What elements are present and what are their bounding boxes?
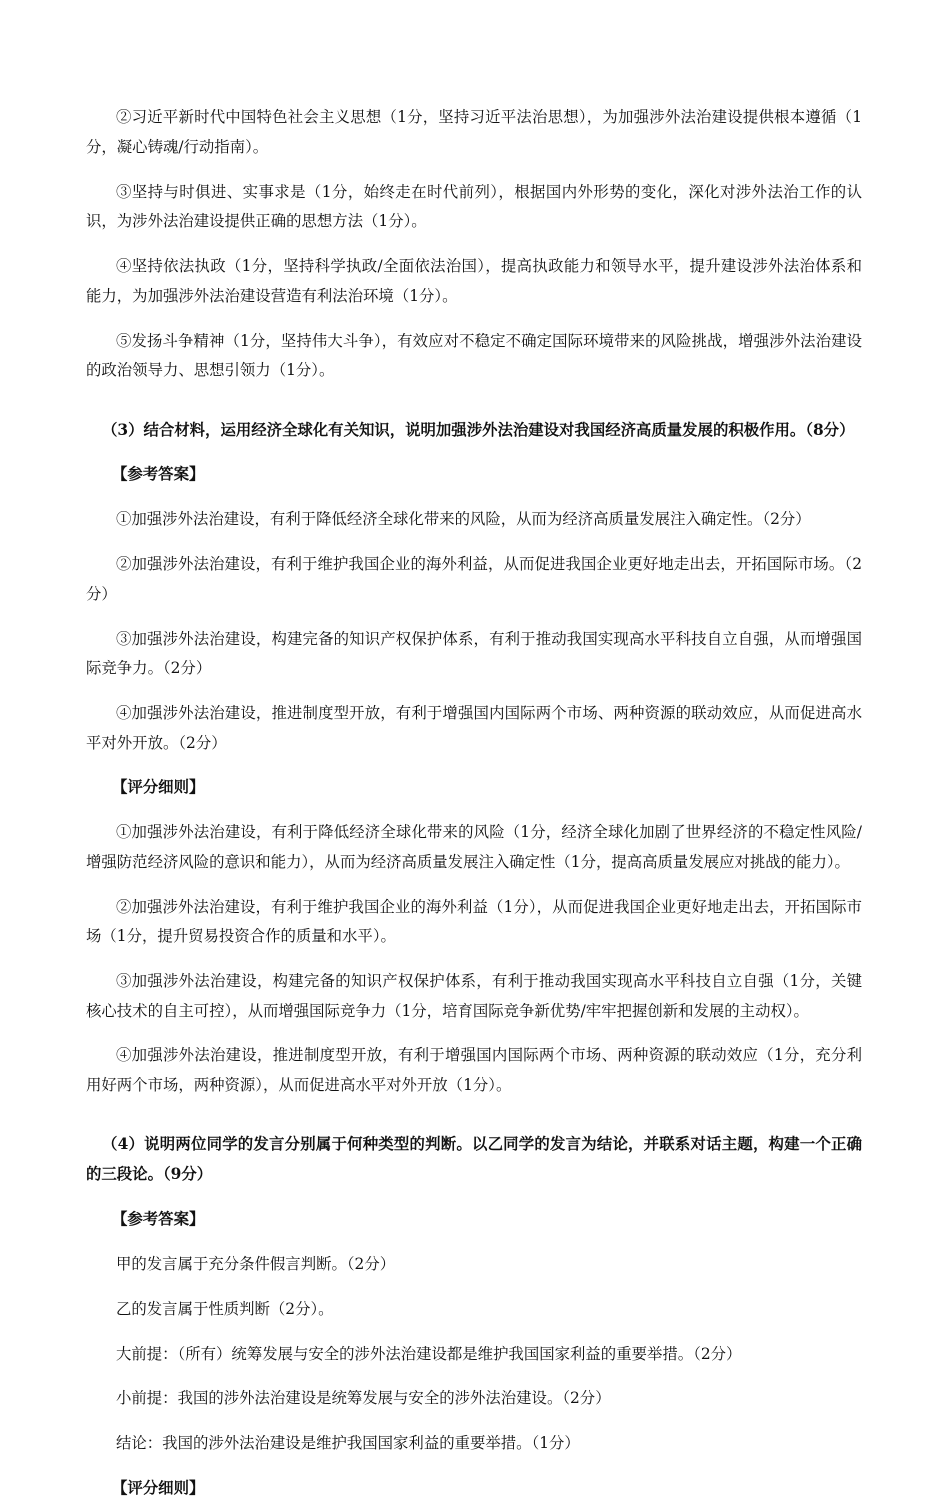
rule-item: ④加强涉外法治建设，推进制度型开放，有利于增强国内国际两个市场、两种资源的联动效应（1分，充分利用好两个市场，两种资源），从而促进高水平对外开放（1分）。 (86, 1046, 862, 1094)
rule-item: ⑤发扬斗争精神（1分，坚持伟大斗争），有效应对不稳定不确定国际环境带来的风险挑战，增强涉外法治建设的政治领导力、思想引领力（1分）。 (86, 331, 862, 380)
answer-item: ③加强涉外法治建设，构建完备的知识产权保护体系，有利于推动我国实现高水平科技自立自强，从而增强国际竞争力。（2分） (86, 629, 862, 678)
rule-item: ③坚持与时俱进、实事求是（1分，始终走在时代前列），根据国内外形势的变化，深化对涉外法治工作的认识，为涉外法治建设提供正确的思想方法（1分）。 (86, 182, 862, 231)
rule-item: ②加强涉外法治建设，有利于维护我国企业的海外利益（1分），从而促进我国企业更好地走出去，开拓国际市场（1分，提升贸易投资合作的质量和水平）。 (86, 897, 862, 946)
rules-header: 【评分细则】 (112, 1479, 205, 1498)
question-4 (86, 1130, 862, 1503)
rule-item: ①加强涉外法治建设，有利于降低经济全球化带来的风险（1分，经济全球化加剧了世界经济的不稳定性风险/增强防范经济风险的意识和能力），从而为经济高质量发展注入确定性（1分，提高高质量发展应对挑战的能力）。 (86, 823, 862, 871)
rule-item: ④坚持依法执政（1分，坚持科学执政/全面依法治国），提高执政能力和领导水平，提升建设涉外法治体系和能力，为加强涉外法治建设营造有利法治环境（1分）。 (86, 257, 862, 305)
answer-item: 小前提：我国的涉外法治建设是统筹发展与安全的涉外法治建设。（2分） (116, 1389, 611, 1408)
answer-header: 【参考答案】 (112, 465, 205, 484)
question-text: （4）说明两位同学的发言分别属于何种类型的判断。以乙同学的发言为结论，并联系对话主题，构建一个正确的三段论。（9分） (86, 1135, 862, 1183)
answer-item: 乙的发言属于性质判断（2分）。 (116, 1299, 334, 1318)
answer-item: ④加强涉外法治建设，推进制度型开放，有利于增强国内国际两个市场、两种资源的联动效应，从而促进高水平对外开放。（2分） (86, 704, 862, 752)
answer-item: 结论：我国的涉外法治建设是维护我国国家利益的重要举措。（1分） (116, 1434, 580, 1453)
answer-item: ②加强涉外法治建设，有利于维护我国企业的海外利益，从而促进我国企业更好地走出去，开拓国际市场。（2分） (86, 555, 862, 603)
answer-item: 大前提：（所有）统筹发展与安全的涉外法治建设都是维护我国国家利益的重要举措。（2分） (116, 1344, 742, 1363)
rules-header: 【评分细则】 (112, 778, 205, 797)
question-text: （3）结合材料，运用经济全球化有关知识，说明加强涉外法治建设对我国经济高质量发展的积极作用。（8分） (102, 420, 855, 439)
answer-header: 【参考答案】 (112, 1209, 205, 1228)
answer-item: 甲的发言属于充分条件假言判断。（2分） (116, 1254, 396, 1273)
answer-item: ①加强涉外法治建设，有利于降低经济全球化带来的风险，从而为经济高质量发展注入确定性。（2分） (116, 510, 811, 529)
rule-item: ②习近平新时代中国特色社会主义思想（1分，坚持习近平法治思想），为加强涉外法治建设提供根本遵循（1分，凝心铸魂/行动指南）。 (86, 108, 862, 156)
question-3 (86, 416, 862, 1101)
rule-item: ③加强涉外法治建设，构建完备的知识产权保护体系，有利于推动我国实现高水平科技自立自强（1分，关键核心技术的自主可控），从而增强国际竞争力（1分，培育国际竞争新优势/牢牢把握创新和发展的主动权）。 (86, 972, 862, 1020)
section2-rules (86, 103, 862, 385)
